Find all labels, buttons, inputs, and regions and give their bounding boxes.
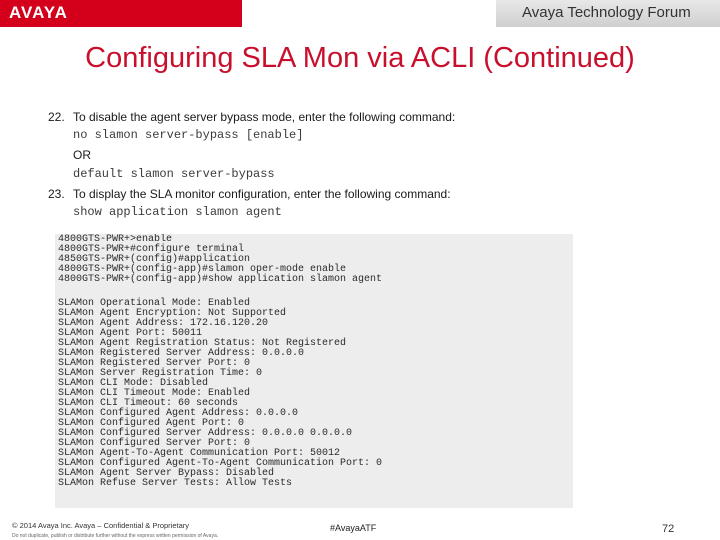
console-line: SLAMon Agent Encryption: Not Supported <box>58 308 287 319</box>
console-line: SLAMon CLI Timeout Mode: Enabled <box>58 388 251 399</box>
page-number: 72 <box>662 523 675 535</box>
step-instruction: To disable the agent server bypass mode, enter the following command: <box>73 110 456 124</box>
console-line: SLAMon Registered Server Port: 0 <box>58 358 251 369</box>
console-line: SLAMon Registered Server Address: 0.0.0.0 <box>58 348 305 359</box>
console-line: SLAMon Configured Agent-To-Agent Communication Port: 0 <box>58 458 383 469</box>
brand-bar <box>0 0 242 27</box>
forum-title: Avaya Technology Forum <box>522 4 691 21</box>
console-line: SLAMon Configured Agent Port: 0 <box>58 418 245 429</box>
step-instruction: To display the SLA monitor configuration, enter the following command: <box>73 187 451 201</box>
console-line: 4800GTS-PWR+#configure terminal <box>58 244 245 255</box>
console-line: SLAMon Configured Agent Address: 0.0.0.0 <box>58 408 299 419</box>
console-line: 4800GTS-PWR+>enable <box>58 234 173 245</box>
console-line: SLAMon Agent Server Bypass: Disabled <box>58 468 275 479</box>
step-number: 23. <box>48 187 65 201</box>
step-22-text <box>48 110 455 124</box>
event-hashtag: #AvayaATF <box>330 523 377 533</box>
console-line: 4850GTS-PWR+(config)#application <box>58 254 251 265</box>
console-line: SLAMon Agent Port: 50011 <box>58 328 203 339</box>
console-line: 4800GTS-PWR+(config-app)#slamon oper-mode enable <box>58 264 347 275</box>
console-line: SLAMon Configured Server Port: 0 <box>58 438 251 449</box>
slide-footer <box>0 515 720 540</box>
console-line: 4800GTS-PWR+(config-app)#show application slamon agent <box>58 274 383 285</box>
avaya-logo: AVAYA <box>9 3 68 22</box>
console-output <box>55 234 573 508</box>
console-line: SLAMon Agent-To-Agent Communication Port: 50012 <box>58 448 341 459</box>
forum-banner <box>496 0 720 27</box>
console-line: SLAMon Refuse Server Tests: Allow Tests <box>58 478 293 489</box>
console-line: SLAMon CLI Timeout: 60 seconds <box>58 398 239 409</box>
step-22-alt-command: default slamon server-bypass <box>73 167 275 181</box>
step-23-command: show application slamon agent <box>73 205 282 219</box>
disclaimer-text: Do not duplicate, publish or distribute further without the express written permission of Avaya. <box>12 533 219 539</box>
top-banner <box>0 0 720 27</box>
or-label: OR <box>73 148 91 162</box>
console-line: SLAMon Server Registration Time: 0 <box>58 368 263 379</box>
step-number: 22. <box>48 110 65 124</box>
console-line: SLAMon Agent Registration Status: Not Registered <box>58 338 347 349</box>
step-22-command: no slamon server-bypass [enable] <box>73 128 304 142</box>
console-line: SLAMon Operational Mode: Enabled <box>58 298 251 309</box>
console-line: SLAMon Agent Address: 172.16.120.20 <box>58 318 269 329</box>
slide-title: Configuring SLA Mon via ACLI (Continued) <box>85 42 635 74</box>
step-23-text <box>48 187 451 201</box>
console-line: SLAMon CLI Mode: Disabled <box>58 378 209 389</box>
console-line: SLAMon Configured Server Address: 0.0.0.0 0.0.0.0 <box>58 428 353 439</box>
copyright-notice: © 2014 Avaya Inc. Avaya – Confidential & Proprietary <box>12 521 190 530</box>
